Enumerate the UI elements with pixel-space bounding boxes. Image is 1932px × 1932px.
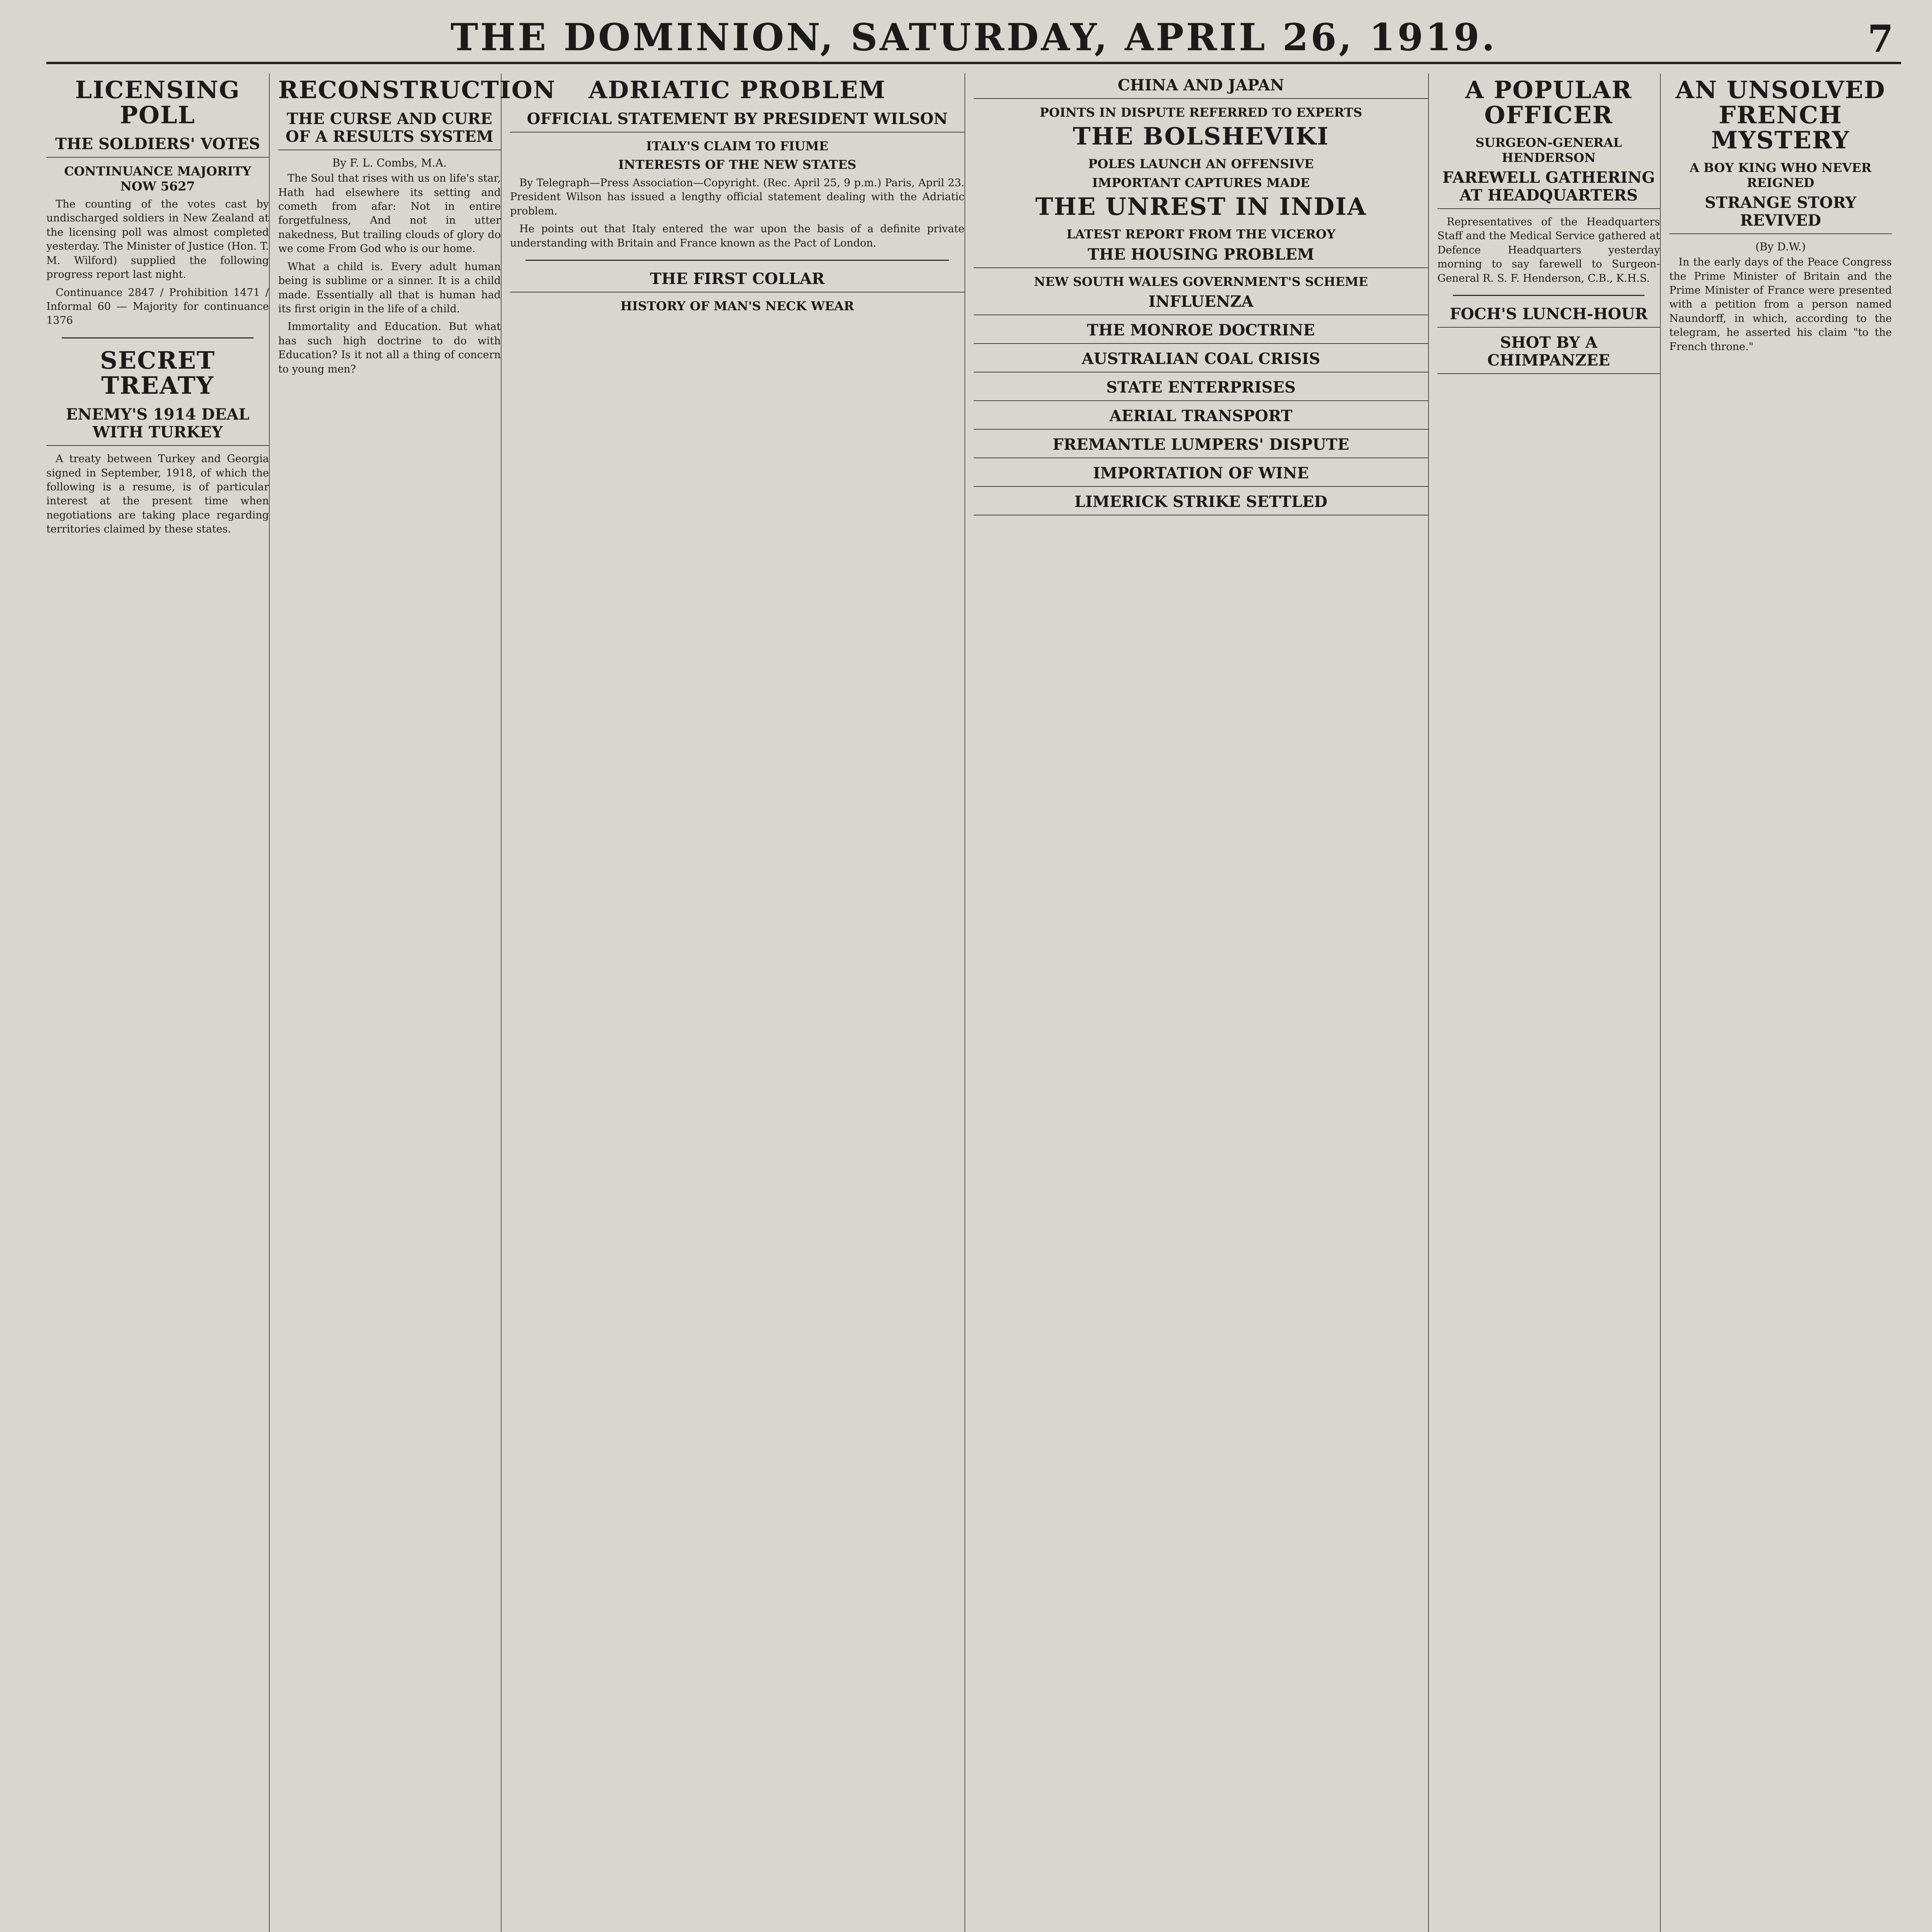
headline-coal: AUSTRALIAN COAL CRISIS [974,350,1428,372]
article-paragraph: A treaty between Turkey and Georgia signed in September, 1918, of which the following is a resume, is of particular interest at the present time when negotiations are taking place regarding territories claimed by these states. [46,453,269,536]
headline-french-mystery: AN UNSOLVED FRENCH MYSTERY [1675,76,1886,155]
headline-influenza: INFLUENZA [974,293,1428,315]
subhead-neck-wear: HISTORY OF MAN'S NECK WEAR [620,299,854,314]
masthead [46,15,1901,64]
headline-chimpanzee: SHOT BY A CHIMPANZEE [1437,334,1660,374]
subhead-fiume: ITALY'S CLAIM TO FIUME [646,139,828,154]
subhead-nsw-scheme: NEW SOUTH WALES GOVERNMENT'S SCHEME [1034,274,1368,289]
column-mystery [1669,73,1892,1932]
article-paragraph: Immortality and Education. But what has such high doctrine to do with Education? Is it not all a thing of concern to young men? [278,321,501,375]
subhead-boy-king: A BOY KING WHO NEVER REIGNED [1689,160,1872,190]
divider [526,260,949,261]
headline-limerick: LIMERICK STRIKE SETTLED [974,493,1428,515]
article-paragraph: Representatives of the Headquarters Staff and the Medical Service gathered at Defence Headquarters yesterday morning to say farewell to Surgeon-General R. S. F. Henderson, C.B., K.H.S. [1437,216,1660,284]
headline-state-enterprises: STATE ENTERPRISES [974,379,1428,401]
headline-china-japan: CHINA AND JAPAN [974,77,1428,99]
subhead-farewell: FAREWELL GATHERING AT HEADQUARTERS [1437,169,1660,209]
article-paragraph: In the early days of the Peace Congress the Prime Minister of Britain and the Prime Minister of France were presented with a petition from a person named Naundorff, in which, according to the telegram, he asserted his claim "to the French throne." [1669,256,1892,353]
headline-india: THE UNREST IN INDIA [1035,192,1367,221]
headline-adriatic: ADRIATIC PROBLEM [588,76,886,104]
column-reconstruction [278,73,556,1932]
subhead-strange-story: STRANGE STORY REVIVED [1669,194,1892,234]
headline-secret-treaty: SECRET TREATY [100,346,216,400]
article-paragraph: The counting of the votes cast by undischarged soldiers in New Zealand at the licensing poll was almost completed yesterday. The Minister of Justice (Hon. T. M. Wilford) supplied the following progress report last night. [46,198,269,281]
vote-tally: Continuance 2847 / Prohibition 1471 / Informal 60 — Majority for continuance 1376 [46,286,269,327]
headline-monroe: THE MONROE DOCTRINE [974,321,1428,344]
article-paragraph: He points out that Italy entered the war upon the basis of a definite private understanding with Britain and France known as the Pact of London. [510,223,964,249]
page-number: 7 [1867,17,1893,61]
article-columns [46,73,1901,1932]
column-licensing [46,73,270,1932]
subhead-new-states: INTERESTS OF THE NEW STATES [618,157,857,172]
divider [62,337,253,338]
subhead-continuance: CONTINUANCE MAJORITY NOW 5627 [64,164,252,194]
divider [1453,295,1645,296]
article-paragraph: By Telegraph—Press Association—Copyright. (Rec. April 25, 9 p.m.) Paris, April 23. President Wilson has issued a lengthy official statement dealing with the Adriatic problem. [510,177,964,217]
headline-wine: IMPORTATION OF WINE [974,464,1428,487]
headline-popular-officer: A POPULAR OFFICER [1465,76,1633,129]
column-adriatic [510,73,965,1932]
subhead-poles: POLES LAUNCH AN OFFENSIVE [1088,156,1314,172]
subhead-viceroy: LATEST REPORT FROM THE VICEROY [1066,227,1336,242]
headline-foch: FOCH'S LUNCH-HOUR [1437,305,1660,328]
subhead-results-system: THE CURSE AND CURE OF A RESULTS SYSTEM [278,110,501,150]
byline: (By D.W.) [1755,240,1806,253]
headline-housing: THE HOUSING PROBLEM [974,246,1428,268]
subhead-soldiers-votes: THE SOLDIERS' VOTES [46,135,269,158]
headline-aerial: AERIAL TRANSPORT [974,407,1428,430]
byline: By F. L. Combs, M.A. [332,156,447,170]
headline-bolsheviki: THE BOLSHEVIKI [1073,122,1329,151]
masthead-title: THE DOMINION, SATURDAY, APRIL 26, 1919. [450,15,1497,59]
subhead-experts: POINTS IN DISPUTE REFERRED TO EXPERTS [1039,105,1362,120]
article-paragraph: What a child is. Every adult human being is sublime or a sinner. It is a child made. Essentially all that is human had its first origin in the life of a child. [278,260,501,315]
headline-licensing-poll: LICENSING POLL [75,76,240,129]
subhead-captures: IMPORTANT CAPTURES MADE [1092,175,1310,190]
headline-fremantle: FREMANTLE LUMPERS' DISPUTE [974,436,1428,458]
headline-reconstruction: RECONSTRUCTION [278,76,556,104]
article-paragraph: The Soul that rises with us on life's star, Hath had elsewhere its setting and cometh from afar: Not in entire forgetfulness, And not in utter nakedness, But trailing clouds of glory do we come From God who is our home. [278,172,501,255]
column-cables [974,73,1429,1932]
column-officer [1437,73,1661,1932]
subhead-henderson: SURGEON-GENERAL HENDERSON [1475,135,1622,165]
headline-first-collar: THE FIRST COLLAR [510,270,964,293]
subhead-wilson-statement: OFFICIAL STATEMENT BY PRESIDENT WILSON [510,110,964,133]
subhead-enemy-deal: ENEMY'S 1914 DEAL WITH TURKEY [46,406,269,446]
